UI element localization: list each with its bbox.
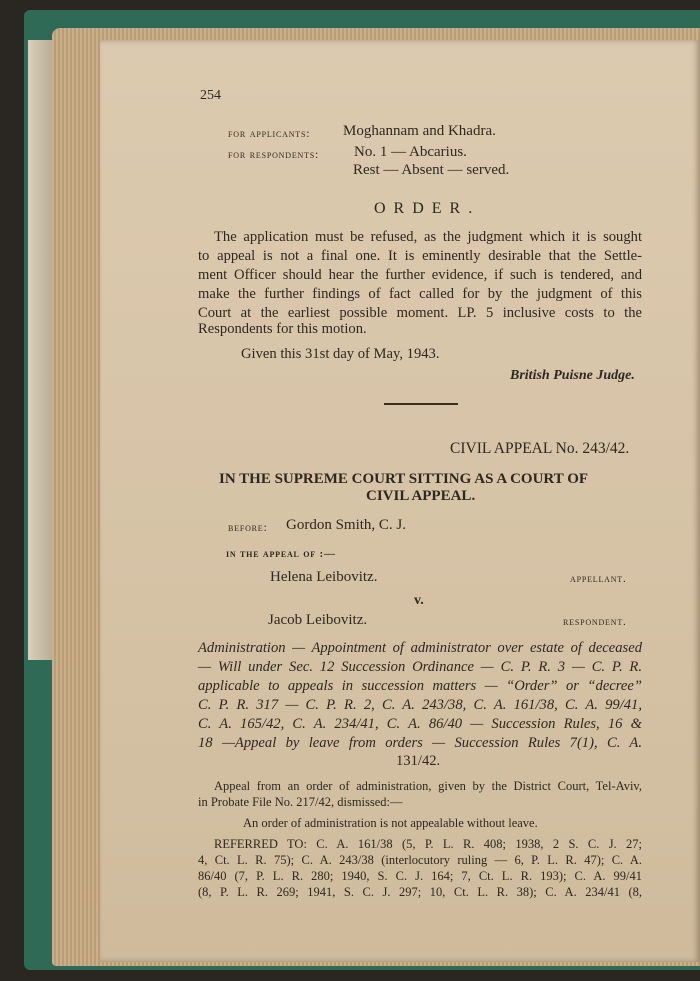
court-title-line2: CIVIL APPEAL.	[366, 488, 476, 504]
referred-line: 4, Ct. L. R. 75); C. A. 243/38 (interlocutory ruling — 6, P. L. R. 47); C. A.	[198, 853, 642, 867]
referred-line: REFERRED TO: C. A. 161/38 (5, P. L. R. 408; 1938, 2 S. C. J. 27;	[214, 837, 642, 851]
headnote-line: 131/42.	[396, 753, 441, 769]
headnote-line: C. A. 165/42, C. A. 234/41, C. A. 86/40 — Succession Rules, 16 &	[198, 716, 642, 732]
section-divider	[384, 403, 458, 405]
page-number: 254	[200, 88, 221, 103]
respondents-value: No. 1 — Abcarius.	[354, 144, 467, 160]
order-line: Respondents for this motion.	[198, 321, 367, 337]
order-line: make the further findings of fact called for by the judgment of this	[198, 286, 642, 302]
headnote-line: — Will under Sec. 12 Succession Ordinance — C. P. R. 3 — C. P. R.	[198, 659, 642, 675]
cover-edge	[28, 40, 54, 660]
in-the-appeal-of: in the appeal of :—	[226, 548, 336, 560]
order-line: The application must be refused, as the judgment which it is sought	[214, 229, 642, 245]
respondents-label: for respondents:	[228, 147, 320, 161]
holding: An order of administration is not appealable without leave.	[243, 816, 538, 830]
order-heading: O R D E R .	[374, 200, 475, 217]
court-title-line1: IN THE SUPREME COURT SITTING AS A COURT OF	[219, 471, 589, 487]
order-line: Court at the earliest possible moment. LP. 5 inclusive costs to the	[198, 305, 642, 321]
appeal-line: Appeal from an order of administration, given by the District Court, Tel-Aviv,	[214, 779, 642, 793]
headnote-line: applicable to appeals in succession matters — “Order” or “decree”	[198, 678, 642, 694]
order-line: ment Officer should hear the further evidence, if such is tendered, and	[198, 267, 642, 283]
rest-value: Rest — Absent — served.	[353, 162, 510, 178]
versus: v.	[414, 593, 424, 608]
appellant-name: Helena Leibovitz.	[270, 569, 378, 585]
order-line: to appeal is not a final one. It is eminently desirable that the Settle-	[198, 248, 642, 264]
headnote-line: 18 —Appeal by leave from orders — Succession Rules 7(1), C. A.	[198, 735, 642, 751]
before-value: Gordon Smith, C. J.	[286, 517, 407, 533]
case-number: CIVIL APPEAL No. 243/42.	[450, 440, 630, 457]
appellant-role: appellant.	[570, 573, 627, 585]
appeal-line: in Probate File No. 217/42, dismissed:—	[198, 795, 403, 809]
applicants-value: Moghannam and Khadra.	[343, 123, 496, 139]
referred-line: (8, P. L. R. 269; 1941, S. C. J. 297; 10, Ct. L. R. 38); C. A. 234/41 (8,	[198, 885, 642, 899]
headnote-line: C. P. R. 317 — C. P. R. 2, C. A. 243/38, C. A. 161/38, C. A. 99/41,	[198, 697, 642, 713]
applicants-label: for applicants:	[228, 126, 311, 140]
referred-line: 86/40 (7, P. L. R. 280; 1940, S. C. J. 164; 7, Ct. L. R. 193); C. A. 99/41	[198, 869, 642, 883]
before-label: before:	[228, 520, 268, 534]
given-line: Given this 31st day of May, 1943.	[241, 346, 440, 362]
respondent-role: respondent.	[563, 616, 627, 628]
respondent-name: Jacob Leibovitz.	[268, 612, 368, 628]
headnote-line: Administration — Appointment of administrator over estate of deceased	[198, 640, 642, 656]
judge-signature: British Puisne Judge.	[510, 368, 635, 383]
